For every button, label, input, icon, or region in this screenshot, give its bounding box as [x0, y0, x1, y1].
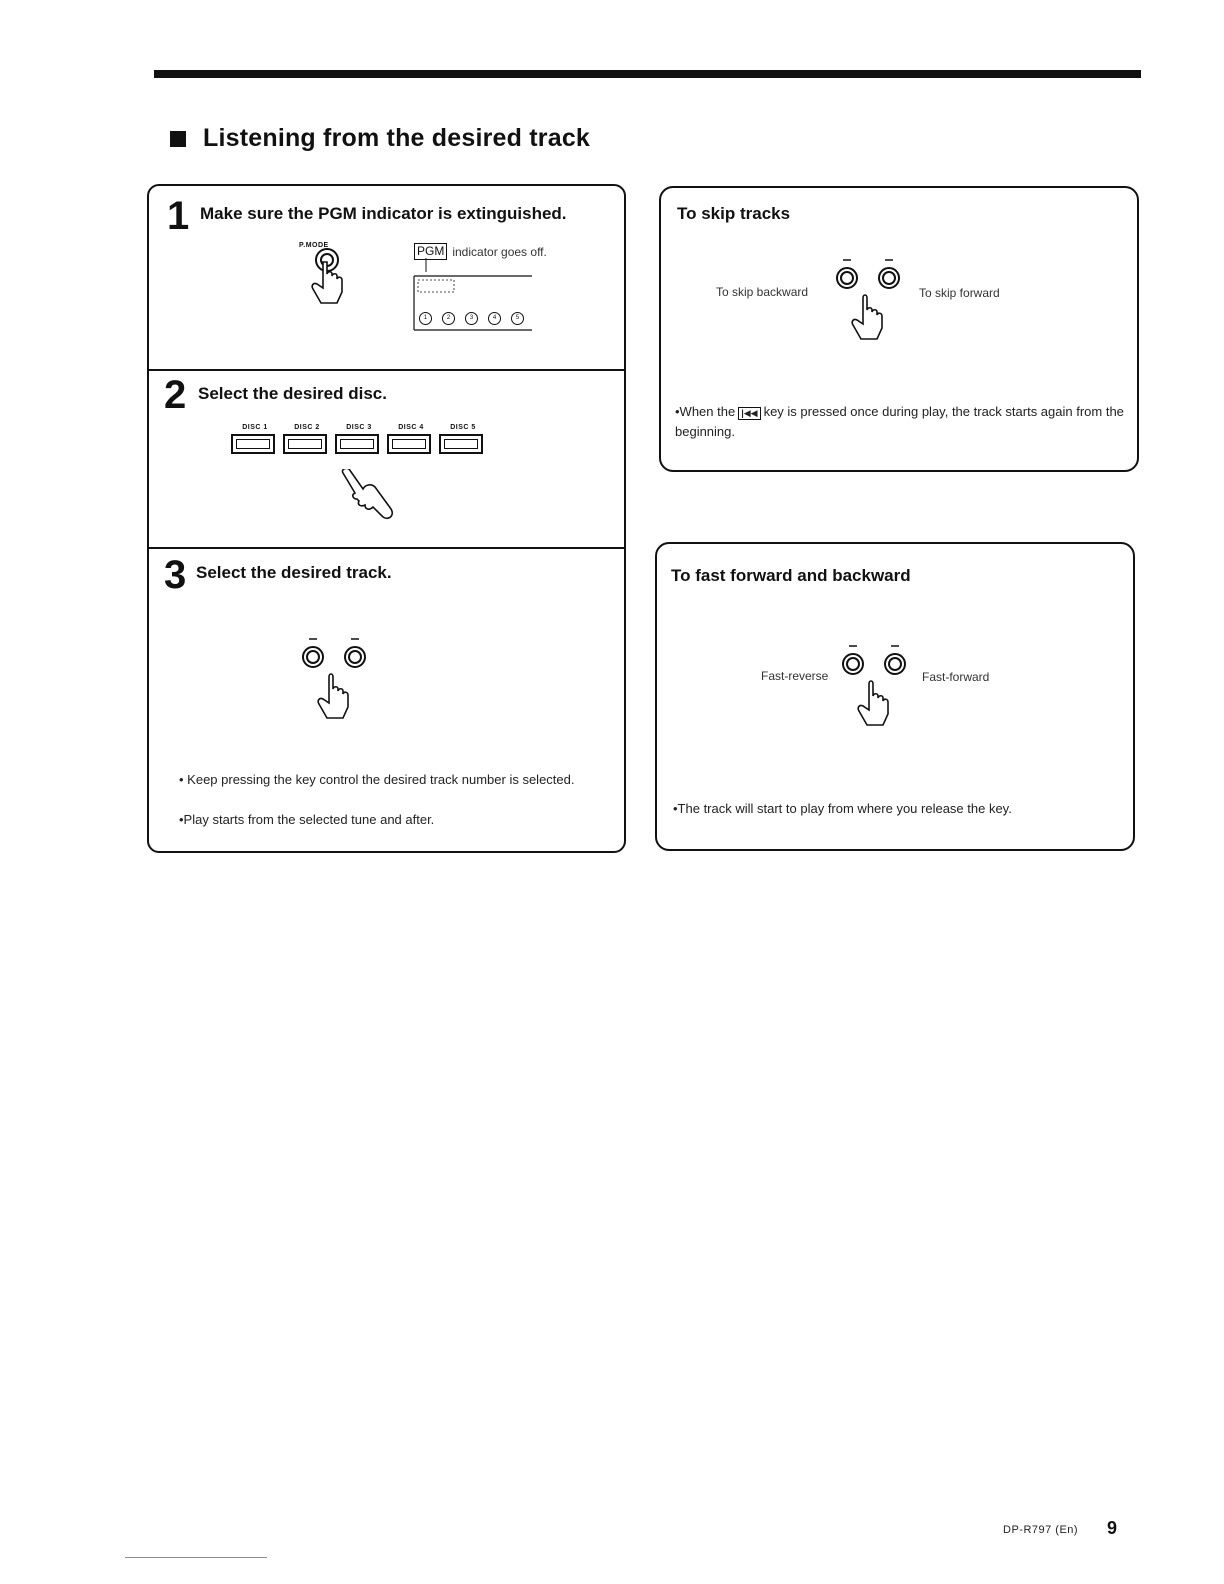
skip-note: •When the |◀◀ key is pressed once during play, the track starts again from the beginning. — [675, 404, 1124, 439]
bottom-rule — [125, 1557, 267, 1558]
display-dot: 2 — [442, 312, 455, 325]
square-bullet-icon — [170, 131, 186, 147]
box-title: To skip tracks — [677, 204, 791, 223]
top-rule — [154, 70, 1141, 78]
step-3-note-1: • Keep pressing the key control the desired track number is selected. — [179, 772, 575, 787]
display-dot-row — [419, 312, 524, 325]
step-number: 3 — [164, 553, 187, 597]
step-number: 2 — [164, 373, 187, 417]
pointing-hand-icon — [339, 469, 399, 529]
display-dot: 3 — [465, 312, 478, 325]
pgm-indicator: PGM — [414, 243, 447, 260]
skip-backward-label: To skip backward — [716, 285, 809, 299]
display-dot: 1 — [419, 312, 432, 325]
step-title: Select the desired disc. — [198, 384, 387, 403]
fast-note: •The track will start to play from where you release the key. — [673, 801, 1012, 816]
display-dot: 5 — [511, 312, 524, 325]
pmode-label: P.MODE — [299, 242, 329, 249]
section-heading — [170, 124, 590, 153]
fast-forward-label: Fast-forward — [922, 670, 990, 684]
page-number: 9 — [1107, 1518, 1118, 1538]
skip-keys-press-icon — [831, 258, 911, 358]
display-dot: 4 — [488, 312, 501, 325]
page-title: Listening from the desired track — [203, 124, 591, 152]
disc-1-button[interactable]: DISC 1 — [231, 424, 279, 454]
step-1 — [149, 186, 624, 371]
disc-5-button[interactable]: DISC 5 — [439, 424, 487, 454]
box-title: To fast forward and backward — [671, 566, 911, 585]
skip-tracks-box — [659, 186, 1139, 472]
step-3-note-2: •Play starts from the selected tune and after. — [179, 812, 435, 827]
indicator-caption: indicator goes off. — [452, 244, 547, 259]
track-keys-press-icon — [299, 637, 374, 737]
step-number: 1 — [167, 194, 190, 238]
step-title: Make sure the PGM indicator is extinguished. — [200, 204, 567, 223]
fast-reverse-label: Fast-reverse — [761, 669, 829, 683]
model-number: DP-R797 (En) — [1003, 1524, 1079, 1536]
fast-forward-box — [655, 542, 1135, 851]
disc-2-button[interactable]: DISC 2 — [283, 424, 331, 454]
disc-4-button[interactable]: DISC 4 — [387, 424, 435, 454]
step-title: Select the desired track. — [196, 563, 392, 582]
steps-panel — [147, 184, 626, 853]
disc-3-button[interactable]: DISC 3 — [335, 424, 383, 454]
pmode-press-icon — [299, 248, 359, 318]
step-3 — [149, 547, 624, 851]
skip-forward-label: To skip forward — [919, 286, 1000, 300]
search-keys-press-icon — [837, 644, 917, 744]
skip-back-key-icon: |◀◀ — [738, 407, 760, 420]
step-2 — [149, 369, 624, 549]
